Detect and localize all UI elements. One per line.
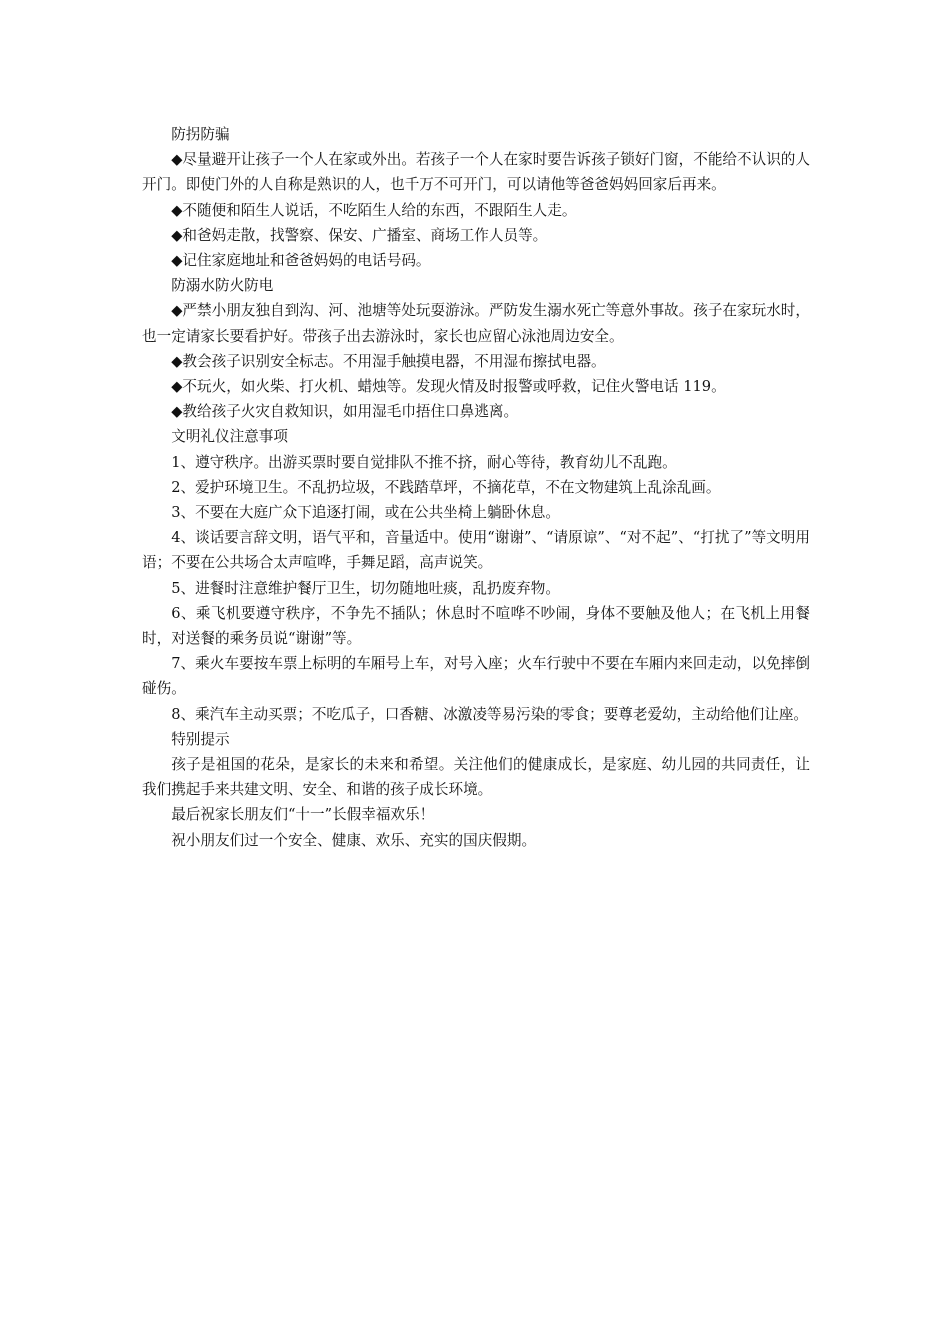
paragraph: 孩子是祖国的花朵，是家长的未来和希望。关注他们的健康成长，是家庭、幼儿园的共同责任，让我们携起手来共建文明、安全、和谐的孩子成长环境。 xyxy=(142,756,810,799)
paragraph: ◆尽量避开让孩子一个人在家或外出。若孩子一个人在家时要告诉孩子锁好门窗，不能给不认识的人开门。即使门外的人自称是熟识的人，也千万不可开门，可以请他等爸爸妈妈回家后再来。 xyxy=(142,151,810,194)
paragraph: ◆教会孩子识别安全标志。不用湿手触摸电器，不用湿布擦拭电器。 xyxy=(171,352,606,370)
section-heading-water-fire-electric: 防溺水防火防电 xyxy=(171,277,274,295)
paragraph: 祝小朋友们过一个安全、健康、欢乐、充实的国庆假期。 xyxy=(171,831,537,849)
list-item: 6、乘飞机要遵守秩序，不争先不插队；休息时不喧哗不吵闹，身体不要触及他人；在飞机上用餐时，对送餐的乘务员说“谢谢”等。 xyxy=(142,604,810,648)
paragraph: ◆记住家庭地址和爸爸妈妈的电话号码。 xyxy=(171,252,431,270)
document-body xyxy=(142,122,810,853)
section-heading-special-tips: 特别提示 xyxy=(171,730,230,748)
paragraph: ◆不玩火，如火柴、打火机、蜡烛等。发现火情及时报警或呼救，记住火警电话 119。 xyxy=(171,378,726,396)
paragraph: ◆和爸妈走散，找警察、保安、广播室、商场工作人员等。 xyxy=(171,226,548,244)
paragraph: ◆不随便和陌生人说话，不吃陌生人给的东西，不跟陌生人走。 xyxy=(171,201,577,219)
list-item: 4、谈话要言辞文明，语气平和，音量适中。使用“谢谢”、“请原谅”、“对不起”、“打扰了”等文明用语；不要在公共场合太声喧哗，手舞足蹈，高声说笑。 xyxy=(142,529,810,572)
list-item: 7、乘火车要按车票上标明的车厢号上车，对号入座；火车行驶中不要在车厢内来回走动，以免摔倒碰伤。 xyxy=(142,655,810,698)
list-item: 8、乘汽车主动买票；不吃瓜子，口香糖、冰激凌等易污染的零食；要尊老爱幼，主动给他们让座。 xyxy=(171,705,809,723)
list-item: 3、不要在大庭广众下追逐打闹，或在公共坐椅上躺卧休息。 xyxy=(171,504,560,522)
section-heading-anti-abduction: 防拐防骗 xyxy=(171,126,230,143)
section-heading-etiquette: 文明礼仪注意事项 xyxy=(171,428,288,446)
list-item: 1、遵守秩序。出游买票时要自觉排队不推不挤，耐心等待，教育幼儿不乱跑。 xyxy=(171,453,677,471)
list-item: 2、爱护环境卫生。不乱扔垃圾，不践踏草坪，不摘花草，不在文物建筑上乱涂乱画。 xyxy=(171,478,721,496)
list-item: 5、进餐时注意维护餐厅卫生，切勿随地吐痰，乱扔废弃物。 xyxy=(171,579,560,597)
paragraph: ◆教给孩子火灾自救知识，如用湿毛巾捂住口鼻逃离。 xyxy=(171,403,519,421)
paragraph: 最后祝家长朋友们“十一”长假幸福欢乐！ xyxy=(171,806,435,824)
paragraph: ◆严禁小朋友独自到沟、河、池塘等处玩耍游泳。严防发生溺水死亡等意外事故。孩子在家玩水时，也一定请家长要看护好。带孩子出去游泳时，家长也应留心泳池周边安全。 xyxy=(142,302,810,345)
